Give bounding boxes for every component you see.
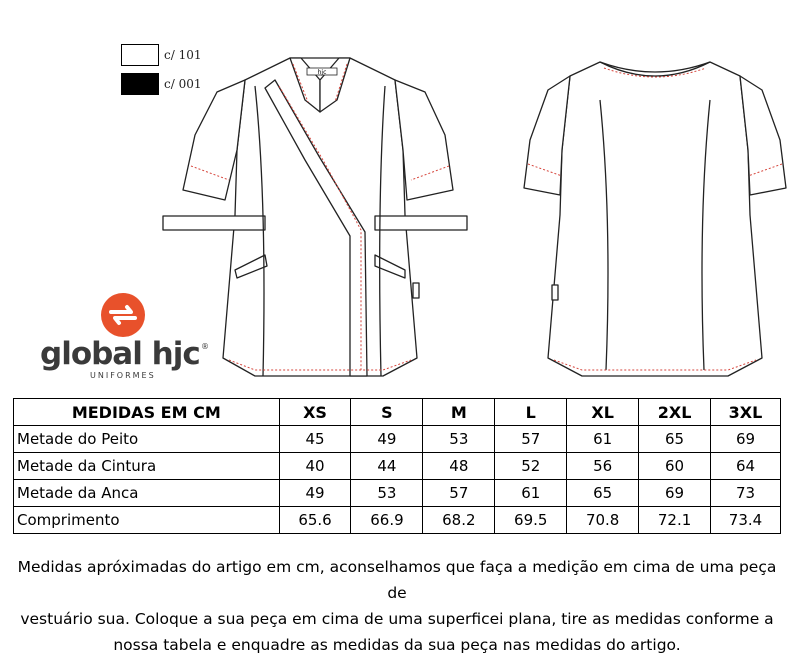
- note-line: vestuário sua. Coloque a sua peça em cima de uma superficei plana, tire as medidas conforme a: [20, 610, 774, 628]
- collar-tag: hjc: [317, 69, 327, 76]
- table-cell: 73: [711, 480, 781, 507]
- table-cell: 61: [567, 426, 639, 453]
- note-line: Medidas apróximadas do artigo em cm, aconselhamos que faça a medição em cima de uma peça de: [17, 558, 777, 602]
- header-size: L: [495, 399, 567, 426]
- table-header-row: [14, 399, 781, 426]
- table-cell: 65: [567, 480, 639, 507]
- table-cell: 60: [639, 453, 711, 480]
- table-cell: 52: [495, 453, 567, 480]
- note-line: nossa tabela e enquadre as medidas da sua peça nas medidas do artigo.: [113, 636, 681, 654]
- table-cell: 45: [279, 426, 351, 453]
- logo-registered-mark: ®: [201, 342, 209, 351]
- table-cell: 57: [423, 480, 495, 507]
- table-cell: 65: [639, 426, 711, 453]
- table-cell: 69: [711, 426, 781, 453]
- table-cell: 49: [351, 426, 423, 453]
- table-cell: 66.9: [351, 507, 423, 534]
- header-size: XS: [279, 399, 351, 426]
- table-cell: 61: [495, 480, 567, 507]
- row-label: Comprimento: [14, 507, 280, 534]
- row-label: Metade da Cintura: [14, 453, 280, 480]
- logo-wordmark: global hjc: [40, 336, 200, 372]
- measurement-note: [10, 554, 784, 658]
- table-cell: 48: [423, 453, 495, 480]
- logo-tagline: UNIFORMES: [90, 371, 156, 380]
- table-cell: 65.6: [279, 507, 351, 534]
- table-cell: 49: [279, 480, 351, 507]
- table-cell: 57: [495, 426, 567, 453]
- table-cell: 44: [351, 453, 423, 480]
- table-row: [14, 480, 781, 507]
- table-cell: 69: [639, 480, 711, 507]
- table-row: [14, 426, 781, 453]
- table-cell: 53: [351, 480, 423, 507]
- table-row: [14, 453, 781, 480]
- table-cell: 40: [279, 453, 351, 480]
- table-cell: 53: [423, 426, 495, 453]
- table-cell: 72.1: [639, 507, 711, 534]
- swatch-black: [121, 73, 159, 95]
- header-size: 2XL: [639, 399, 711, 426]
- table-cell: 64: [711, 453, 781, 480]
- table-cell: 69.5: [495, 507, 567, 534]
- swatch-label: c/ 101: [164, 48, 202, 62]
- row-label: Metade do Peito: [14, 426, 280, 453]
- swatch-white: [121, 44, 159, 66]
- table-cell: 56: [567, 453, 639, 480]
- swatch-label: c/ 001: [164, 77, 202, 91]
- header-size: M: [423, 399, 495, 426]
- header-size: XL: [567, 399, 639, 426]
- header-size: 3XL: [711, 399, 781, 426]
- logo-arrows-icon: [98, 292, 148, 338]
- table-row: [14, 507, 781, 534]
- header-measures: MEDIDAS EM CM: [14, 399, 280, 426]
- row-label: Metade da Anca: [14, 480, 280, 507]
- table-cell: 68.2: [423, 507, 495, 534]
- brand-logo: [40, 292, 220, 382]
- size-chart-table: [13, 398, 781, 534]
- table-cell: 70.8: [567, 507, 639, 534]
- header-size: S: [351, 399, 423, 426]
- garment-back-drawing: [520, 40, 790, 385]
- table-cell: 73.4: [711, 507, 781, 534]
